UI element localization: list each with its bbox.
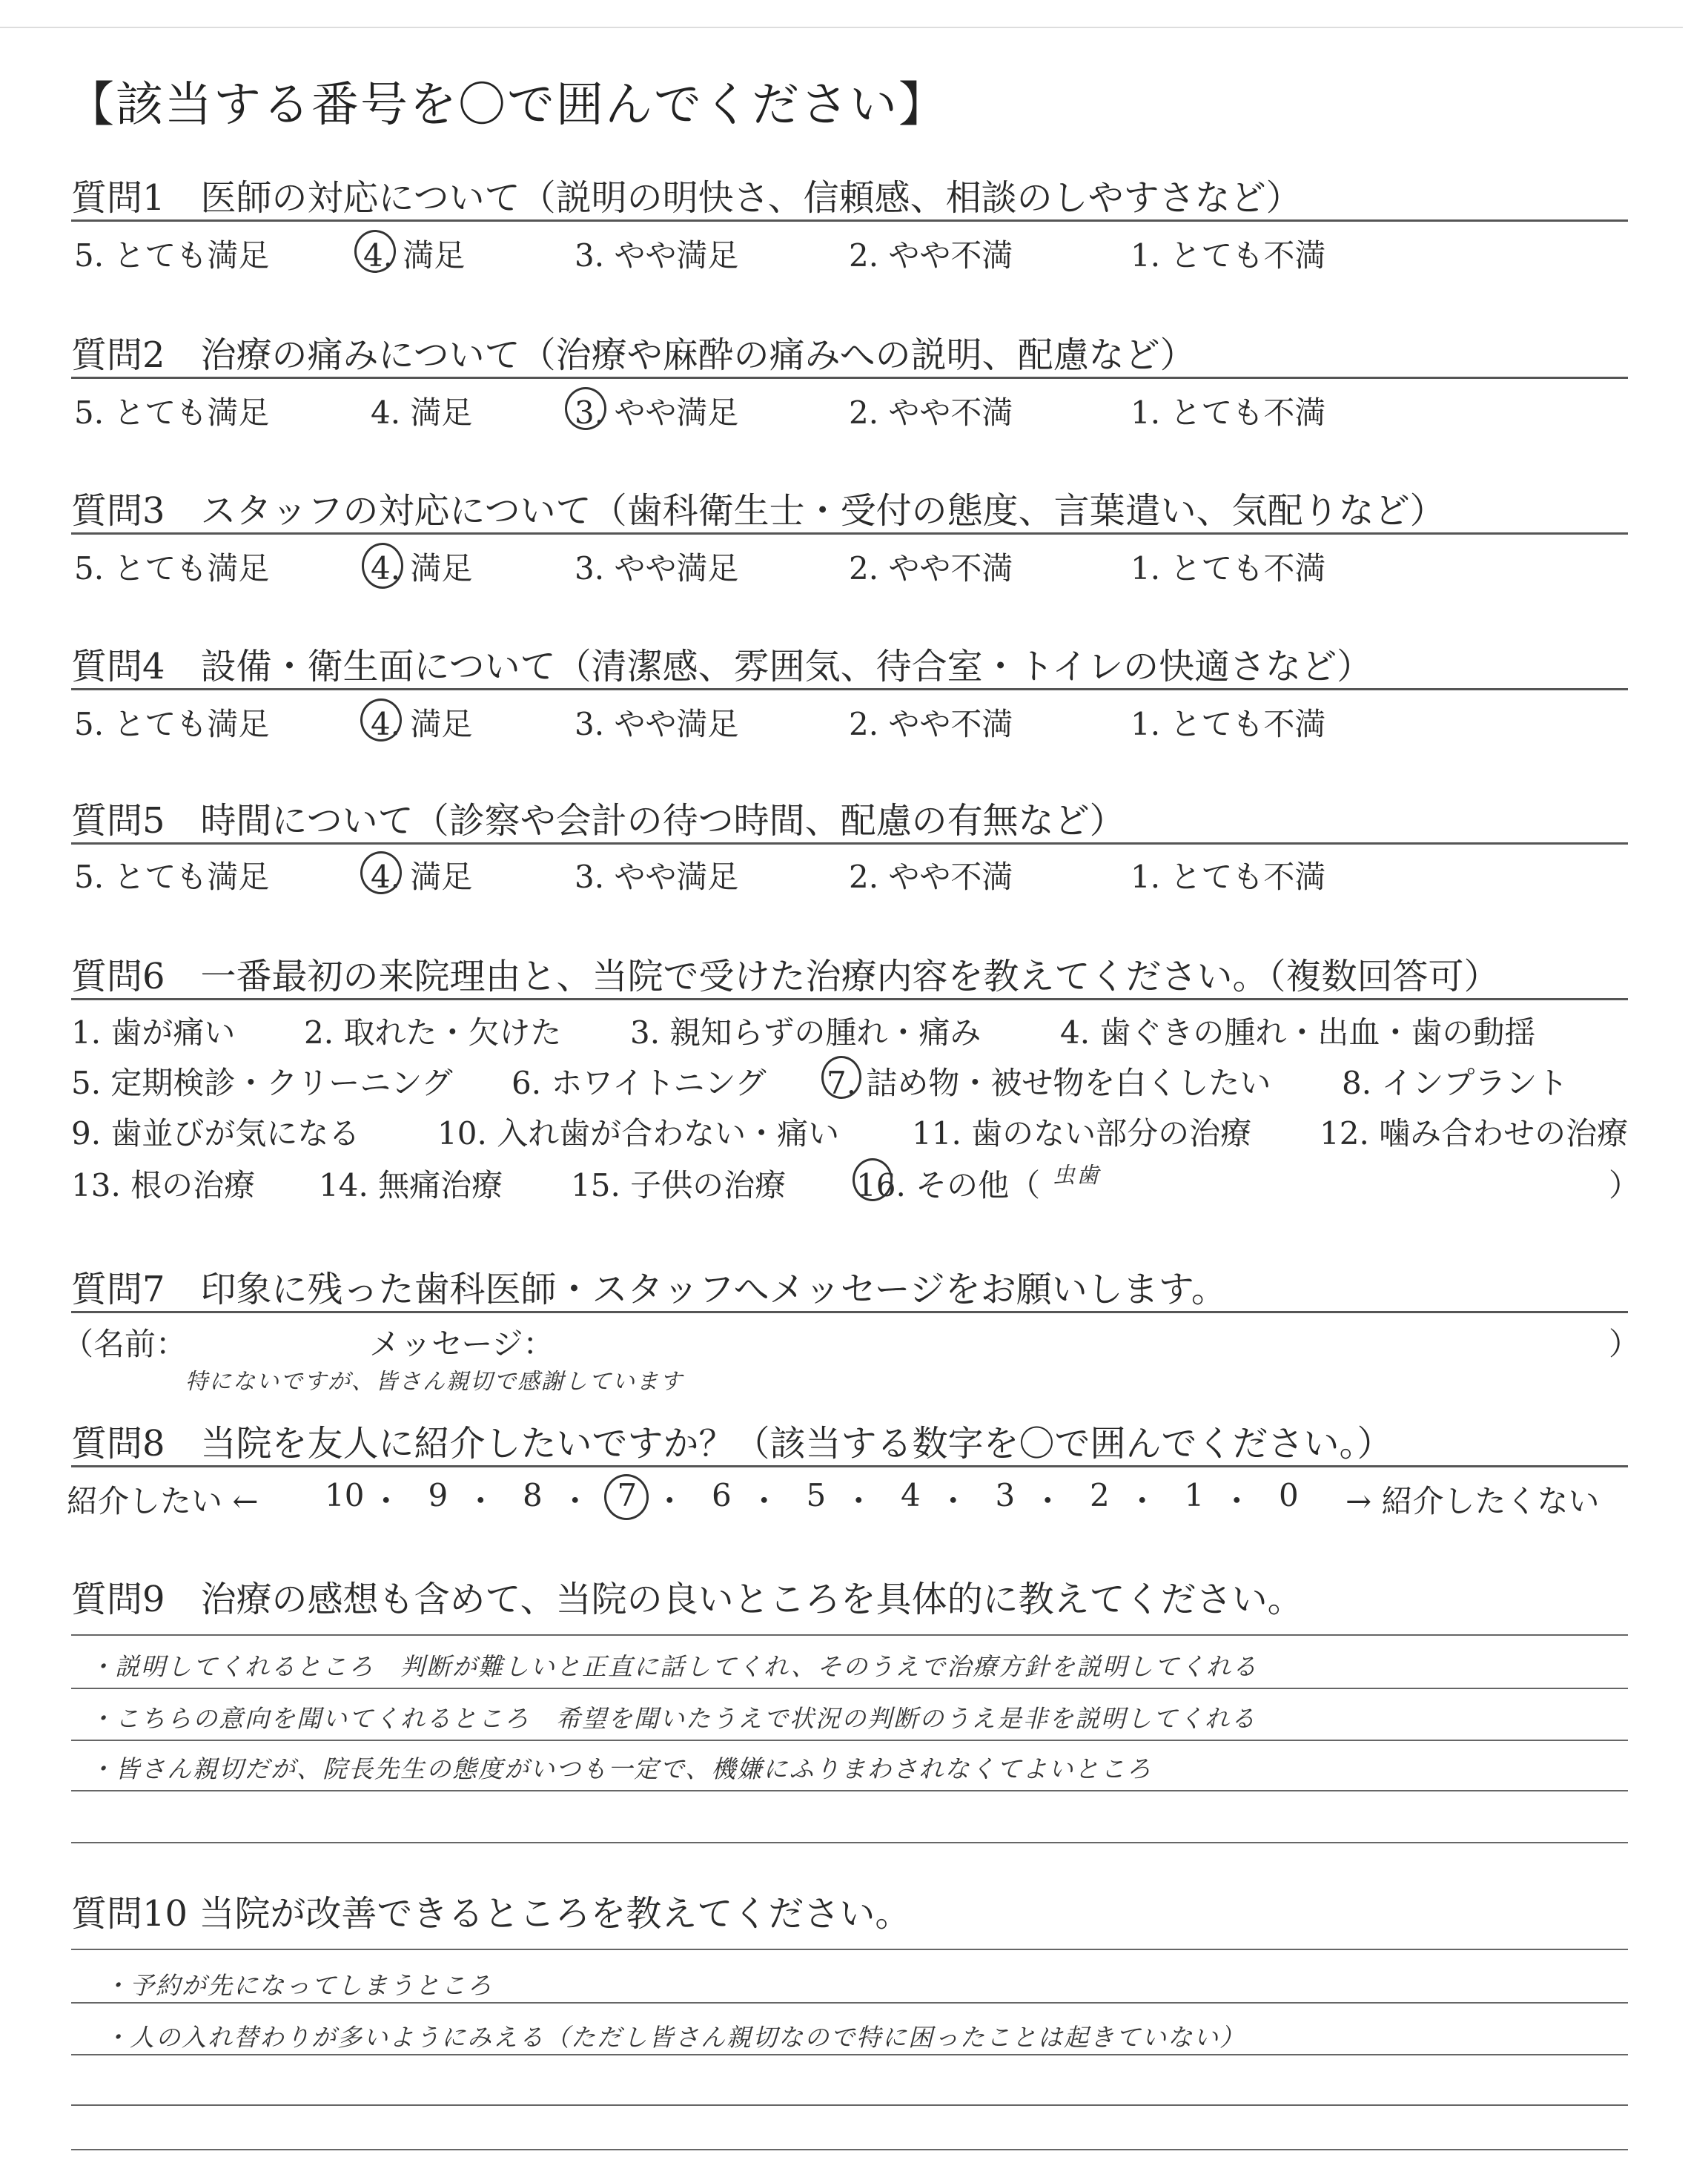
q7-close-paren: ）: [1609, 1326, 1641, 1362]
q2-option-1[interactable]: 1. とても不満: [1131, 394, 1326, 431]
q8-scale-10[interactable]: 10: [325, 1477, 365, 1513]
q9-line-4: [71, 1790, 1628, 1791]
question-6-rule: [71, 998, 1628, 1000]
q3-option-3[interactable]: 3. やや満足: [575, 550, 739, 587]
question-10-title: 質問10 当院が改善できるところを教えてください。: [71, 1893, 911, 1935]
q8-scale-6[interactable]: 6: [712, 1477, 732, 1513]
q10-line-2: [71, 2002, 1628, 2004]
q1-option-4[interactable]: 4. 満足: [363, 237, 466, 274]
q7-handwritten-message[interactable]: 特にないですが、皆さん親切で感謝しています: [185, 1369, 683, 1395]
question-7-title: 質問7 印象に残った歯科医師・スタッフへメッセージをお願いします。: [71, 1269, 1227, 1310]
q9-line-1: [71, 1634, 1628, 1636]
q8-scale-separator: ・: [1032, 1483, 1064, 1519]
q10-line-4: [71, 2104, 1628, 2106]
question-8-title: 質問8 当院を友人に紹介したいですか？（該当する数字を〇で囲んでください。）: [71, 1423, 1393, 1464]
q4-option-3[interactable]: 3. やや満足: [575, 706, 739, 742]
q2-option-3[interactable]: 3. やや満足: [575, 394, 739, 431]
q8-scale-separator: ・: [1221, 1483, 1253, 1519]
q5-option-4[interactable]: 4. 満足: [371, 859, 473, 895]
q5-option-1[interactable]: 1. とても不満: [1131, 859, 1326, 895]
q7-name-label: （名前：: [62, 1326, 188, 1362]
q3-option-1[interactable]: 1. とても不満: [1131, 550, 1326, 587]
q9-line-2: [71, 1688, 1628, 1689]
q2-selection-circle: [565, 387, 606, 430]
q5-option-3[interactable]: 3. やや満足: [575, 859, 739, 895]
q1-selection-circle: [354, 230, 396, 273]
q4-option-4[interactable]: 4. 満足: [371, 706, 473, 742]
q3-option-5[interactable]: 5. とても満足: [74, 550, 270, 587]
question-3-title: 質問3 スタッフの対応について（歯科衛生士・受付の態度、言葉遣い、気配りなど）: [71, 490, 1446, 532]
q8-scale-2[interactable]: 2: [1090, 1477, 1110, 1513]
q8-scale-5[interactable]: 5: [806, 1477, 827, 1513]
q8-scale-0[interactable]: 0: [1279, 1477, 1299, 1513]
q8-scale-8[interactable]: 8: [523, 1477, 543, 1513]
q10-line-5: [71, 2149, 1628, 2150]
q6-option-14[interactable]: 14. 無痛治療: [319, 1167, 503, 1203]
question-8-rule: [71, 1465, 1628, 1467]
q6-option-4[interactable]: 4. 歯ぐきの腫れ・出血・歯の動揺: [1060, 1014, 1536, 1051]
q10-line-3: [71, 2054, 1628, 2055]
question-6-title: 質問6 一番最初の来院理由と、当院で受けた治療内容を教えてください。（複数回答可）: [71, 956, 1500, 997]
q7-message-label: メッセージ：: [369, 1326, 555, 1362]
q6-option-5[interactable]: 5. 定期検診・クリーニング: [71, 1065, 453, 1101]
question-5-rule: [71, 842, 1628, 845]
q5-selection-circle: [360, 851, 402, 894]
question-1-rule: [71, 219, 1628, 222]
page-heading: 【該当する番号を〇で囲んでください】: [67, 78, 947, 133]
q3-option-4[interactable]: 4. 満足: [371, 550, 473, 587]
q6-selection-circle-16: [853, 1158, 893, 1201]
q8-selection-circle: [604, 1474, 649, 1520]
question-4-title: 質問4 設備・衛生面について（清潔感、雰囲気、待合室・トイレの快適さなど）: [71, 646, 1373, 687]
q1-option-1[interactable]: 1. とても不満: [1131, 237, 1326, 274]
q8-scale-separator: ・: [654, 1483, 686, 1519]
q6-option-12[interactable]: 12. 噛み合わせの治療: [1320, 1115, 1629, 1152]
q6-option-7[interactable]: 7. 詰め物・被せ物を白くしたい: [827, 1065, 1271, 1101]
q8-scale-7[interactable]: 7: [617, 1477, 638, 1513]
question-2-rule: [71, 377, 1628, 379]
q6-option-11[interactable]: 11. 歯のない部分の治療: [912, 1115, 1252, 1152]
q8-scale-separator: ・: [370, 1483, 402, 1519]
q8-scale-4[interactable]: 4: [901, 1477, 921, 1513]
q8-scale-separator: ・: [465, 1483, 497, 1519]
q8-scale-separator: ・: [1126, 1483, 1158, 1519]
q10-answer-1[interactable]: ・予約が先になってしまうところ: [104, 1971, 493, 2000]
question-4-rule: [71, 688, 1628, 690]
q6-option-15[interactable]: 15. 子供の治療: [571, 1167, 787, 1203]
q4-option-2[interactable]: 2. やや不満: [849, 706, 1013, 742]
q8-right-label: → 紹介したくない: [1345, 1483, 1600, 1519]
question-7-rule: [71, 1311, 1628, 1313]
question-3-rule: [71, 532, 1628, 535]
q1-option-5[interactable]: 5. とても満足: [74, 237, 270, 274]
question-9-title: 質問9 治療の感想も含めて、当院の良いところを具体的に教えてください。: [71, 1579, 1303, 1620]
q8-scale-separator: ・: [937, 1483, 969, 1519]
q6-option-2[interactable]: 2. 取れた・欠けた: [304, 1014, 562, 1051]
q9-line-5: [71, 1842, 1628, 1843]
q6-option-8[interactable]: 8. インプラント: [1342, 1065, 1569, 1101]
q8-scale-separator: ・: [843, 1483, 875, 1519]
q10-line-1: [71, 1949, 1628, 1950]
q9-answer-3[interactable]: ・皆さん親切だが、院長先生の態度がいつも一定で、機嫌にふりまわされなくてよいところ: [89, 1754, 1153, 1783]
q4-selection-circle: [360, 698, 402, 742]
q4-option-1[interactable]: 1. とても不満: [1131, 706, 1326, 742]
q9-line-3: [71, 1740, 1628, 1741]
q6-option-16[interactable]: 16. その他（: [856, 1167, 1041, 1203]
q8-scale-3[interactable]: 3: [995, 1477, 1016, 1513]
q5-option-5[interactable]: 5. とても満足: [74, 859, 270, 895]
q1-option-3[interactable]: 3. やや満足: [575, 237, 739, 274]
q4-option-5[interactable]: 5. とても満足: [74, 706, 270, 742]
question-5-title: 質問5 時間について（診察や会計の待つ時間、配慮の有無など）: [71, 800, 1125, 842]
question-1-title: 質問1 医師の対応について（説明の明快さ、信頼感、相談のしやすさなど）: [71, 177, 1302, 219]
q6-option-6[interactable]: 6. ホワイトニング: [512, 1065, 767, 1101]
q6-option-1[interactable]: 1. 歯が痛い: [71, 1014, 236, 1051]
q8-scale-9[interactable]: 9: [428, 1477, 448, 1513]
q8-scale-1[interactable]: 1: [1184, 1477, 1205, 1513]
q6-other-close-paren: ）: [1609, 1167, 1641, 1203]
question-2-title: 質問2 治療の痛みについて（治療や麻酔の痛みへの説明、配慮など）: [71, 334, 1196, 376]
q10-answer-2[interactable]: ・人の入れ替わりが多いようにみえる（ただし皆さん親切なので特に困ったことは起きていない）: [104, 2023, 1245, 2052]
q8-scale-separator: ・: [559, 1483, 591, 1519]
q2-option-4[interactable]: 4. 満足: [371, 394, 473, 431]
q6-option-13[interactable]: 13. 根の治療: [71, 1167, 256, 1203]
q6-selection-circle-7: [821, 1056, 861, 1099]
q2-option-2[interactable]: 2. やや不満: [849, 394, 1013, 431]
q6-option-3[interactable]: 3. 親知らずの腫れ・痛み: [630, 1014, 982, 1051]
q8-left-label: 紹介したい ←: [67, 1483, 259, 1519]
q8-scale-separator: ・: [748, 1483, 780, 1519]
q6-option-10[interactable]: 10. 入れ歯が合わない・痛い: [437, 1115, 840, 1152]
scan-top-edge: [0, 27, 1683, 28]
q3-option-2[interactable]: 2. やや不満: [849, 550, 1013, 587]
q5-option-2[interactable]: 2. やや不満: [849, 859, 1013, 895]
q6-other-handwritten: 虫歯: [1053, 1163, 1100, 1189]
q3-selection-circle: [362, 543, 403, 589]
q6-option-9[interactable]: 9. 歯並びが気になる: [71, 1115, 360, 1152]
q1-option-2[interactable]: 2. やや不満: [849, 237, 1013, 274]
q9-answer-1[interactable]: ・説明してくれるところ 判断が難しいと正直に話してくれ、そのうえで治療方針を説明してくれる: [89, 1652, 1258, 1681]
q9-answer-2[interactable]: ・こちらの意向を聞いてくれるところ 希望を聞いたうえで状況の判断のうえ是非を説明してくれる: [89, 1704, 1257, 1733]
q2-option-5[interactable]: 5. とても満足: [74, 394, 270, 431]
